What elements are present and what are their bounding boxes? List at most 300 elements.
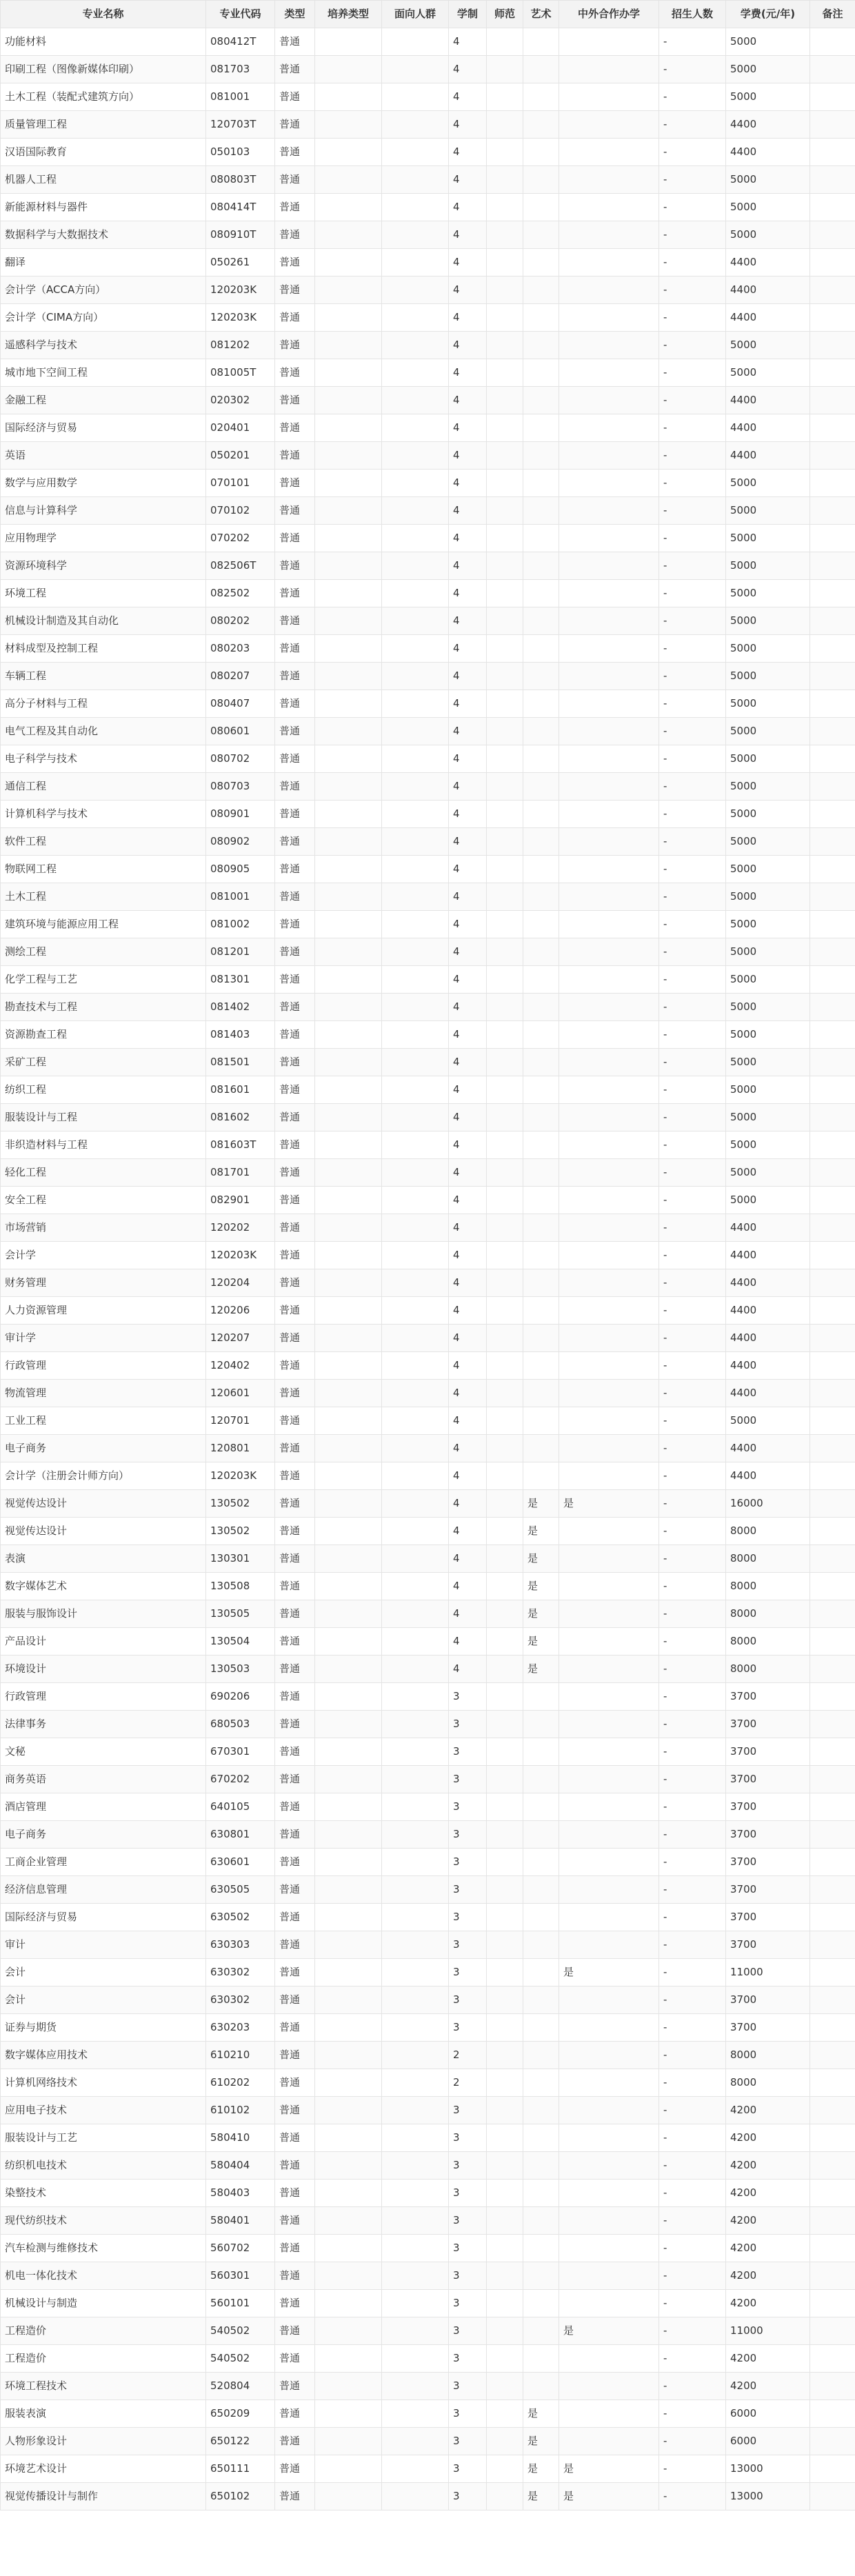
type-cell: 普通 xyxy=(275,1656,315,1683)
enrollment-cell: - xyxy=(659,690,726,718)
enrollment-cell: - xyxy=(659,580,726,607)
normal-flag-cell xyxy=(487,1711,523,1738)
sino-foreign-flag-cell xyxy=(559,1876,659,1904)
sino-foreign-flag-cell xyxy=(559,111,659,139)
major-name-cell: 数学与应用数学 xyxy=(1,470,206,497)
remark-cell xyxy=(810,2014,855,2042)
major-name-cell: 机械设计制造及其自动化 xyxy=(1,607,206,635)
remark-cell xyxy=(810,607,855,635)
type-cell: 普通 xyxy=(275,276,315,304)
major-name-cell: 车辆工程 xyxy=(1,663,206,690)
remark-cell xyxy=(810,828,855,856)
major-name-cell: 工业工程 xyxy=(1,1407,206,1435)
normal-flag-cell xyxy=(487,718,523,745)
table-row xyxy=(1,2124,855,2152)
enrollment-cell: - xyxy=(659,414,726,442)
training-type-cell xyxy=(315,1876,382,1904)
major-name-cell: 软件工程 xyxy=(1,828,206,856)
art-flag-cell xyxy=(523,1049,559,1076)
major-name-cell: 会计学 xyxy=(1,1242,206,1269)
table-row xyxy=(1,1490,855,1518)
table-row xyxy=(1,580,855,607)
major-name-cell: 国际经济与贸易 xyxy=(1,1904,206,1931)
normal-flag-cell xyxy=(487,139,523,166)
type-cell: 普通 xyxy=(275,1986,315,2014)
art-flag-cell xyxy=(523,1986,559,2014)
tuition-cell: 8000 xyxy=(726,1600,810,1628)
header-type: 类型 xyxy=(275,1,315,28)
normal-flag-cell xyxy=(487,607,523,635)
art-flag-cell xyxy=(523,359,559,387)
major-name-cell: 应用物理学 xyxy=(1,525,206,552)
duration-cell: 4 xyxy=(449,56,487,83)
enrollment-cell: - xyxy=(659,1490,726,1518)
enrollment-cell: - xyxy=(659,1049,726,1076)
major-name-cell: 安全工程 xyxy=(1,1187,206,1214)
major-code-cell: 670301 xyxy=(206,1738,275,1766)
type-cell: 普通 xyxy=(275,994,315,1021)
duration-cell: 4 xyxy=(449,470,487,497)
type-cell: 普通 xyxy=(275,883,315,911)
major-name-cell: 测绘工程 xyxy=(1,938,206,966)
remark-cell xyxy=(810,1462,855,1490)
major-code-cell: 080203 xyxy=(206,635,275,663)
type-cell: 普通 xyxy=(275,497,315,525)
major-name-cell: 机电一体化技术 xyxy=(1,2262,206,2290)
tuition-cell: 5000 xyxy=(726,801,810,828)
duration-cell: 4 xyxy=(449,718,487,745)
enrollment-cell: - xyxy=(659,2262,726,2290)
duration-cell: 3 xyxy=(449,1793,487,1821)
type-cell: 普通 xyxy=(275,663,315,690)
enrollment-cell: - xyxy=(659,745,726,773)
duration-cell: 4 xyxy=(449,966,487,994)
target-group-cell xyxy=(382,1600,449,1628)
header-sino-foreign: 中外合作办学 xyxy=(559,1,659,28)
training-type-cell xyxy=(315,745,382,773)
major-code-cell: 082901 xyxy=(206,1187,275,1214)
remark-cell xyxy=(810,773,855,801)
major-name-cell: 质量管理工程 xyxy=(1,111,206,139)
type-cell: 普通 xyxy=(275,607,315,635)
target-group-cell xyxy=(382,745,449,773)
training-type-cell xyxy=(315,1931,382,1959)
target-group-cell xyxy=(382,828,449,856)
duration-cell: 4 xyxy=(449,1435,487,1462)
art-flag-cell xyxy=(523,1931,559,1959)
table-row xyxy=(1,414,855,442)
remark-cell xyxy=(810,1187,855,1214)
remark-cell xyxy=(810,1352,855,1380)
enrollment-cell: - xyxy=(659,635,726,663)
training-type-cell xyxy=(315,1104,382,1131)
normal-flag-cell xyxy=(487,1242,523,1269)
major-name-cell: 物流管理 xyxy=(1,1380,206,1407)
remark-cell xyxy=(810,2400,855,2428)
duration-cell: 4 xyxy=(449,276,487,304)
sino-foreign-flag-cell xyxy=(559,663,659,690)
remark-cell xyxy=(810,2290,855,2317)
target-group-cell xyxy=(382,2124,449,2152)
art-flag-cell xyxy=(523,2317,559,2345)
major-name-cell: 审计 xyxy=(1,1931,206,1959)
training-type-cell xyxy=(315,2180,382,2207)
type-cell: 普通 xyxy=(275,2069,315,2097)
training-type-cell xyxy=(315,1462,382,1490)
tuition-cell: 5000 xyxy=(726,911,810,938)
tuition-cell: 8000 xyxy=(726,1545,810,1573)
remark-cell xyxy=(810,1159,855,1187)
header-remark: 备注 xyxy=(810,1,855,28)
type-cell: 普通 xyxy=(275,249,315,276)
type-cell: 普通 xyxy=(275,1683,315,1711)
training-type-cell xyxy=(315,1187,382,1214)
enrollment-cell: - xyxy=(659,2042,726,2069)
art-flag-cell: 是 xyxy=(523,1600,559,1628)
art-flag-cell xyxy=(523,1711,559,1738)
major-code-cell: 120202 xyxy=(206,1214,275,1242)
tuition-cell: 3700 xyxy=(726,1793,810,1821)
major-code-cell: 610102 xyxy=(206,2097,275,2124)
duration-cell: 4 xyxy=(449,745,487,773)
enrollment-cell: - xyxy=(659,221,726,249)
training-type-cell xyxy=(315,2290,382,2317)
table-row xyxy=(1,2097,855,2124)
table-row xyxy=(1,56,855,83)
tuition-cell: 3700 xyxy=(726,1876,810,1904)
table-row xyxy=(1,2345,855,2373)
tuition-cell: 5000 xyxy=(726,1076,810,1104)
duration-cell: 4 xyxy=(449,387,487,414)
header-major-code: 专业代码 xyxy=(206,1,275,28)
duration-cell: 3 xyxy=(449,2207,487,2235)
type-cell: 普通 xyxy=(275,2097,315,2124)
remark-cell xyxy=(810,938,855,966)
table-row xyxy=(1,828,855,856)
target-group-cell xyxy=(382,938,449,966)
art-flag-cell xyxy=(523,470,559,497)
major-name-cell: 环境设计 xyxy=(1,1656,206,1683)
normal-flag-cell xyxy=(487,2180,523,2207)
major-code-cell: 120207 xyxy=(206,1325,275,1352)
enrollment-cell: - xyxy=(659,1959,726,1986)
normal-flag-cell xyxy=(487,1849,523,1876)
target-group-cell xyxy=(382,525,449,552)
target-group-cell xyxy=(382,1325,449,1352)
table-row xyxy=(1,911,855,938)
table-row xyxy=(1,635,855,663)
table-row xyxy=(1,2069,855,2097)
training-type-cell xyxy=(315,828,382,856)
major-name-cell: 高分子材料与工程 xyxy=(1,690,206,718)
table-row xyxy=(1,1656,855,1683)
enrollment-cell: - xyxy=(659,2428,726,2455)
major-code-cell: 560702 xyxy=(206,2235,275,2262)
sino-foreign-flag-cell: 是 xyxy=(559,1490,659,1518)
training-type-cell xyxy=(315,139,382,166)
table-row xyxy=(1,28,855,56)
duration-cell: 4 xyxy=(449,1269,487,1297)
target-group-cell xyxy=(382,2042,449,2069)
duration-cell: 4 xyxy=(449,580,487,607)
table-row xyxy=(1,304,855,332)
major-code-cell: 081703 xyxy=(206,56,275,83)
sino-foreign-flag-cell xyxy=(559,1683,659,1711)
art-flag-cell xyxy=(523,442,559,470)
training-type-cell xyxy=(315,304,382,332)
normal-flag-cell xyxy=(487,663,523,690)
target-group-cell xyxy=(382,1683,449,1711)
enrollment-cell: - xyxy=(659,1462,726,1490)
art-flag-cell: 是 xyxy=(523,2455,559,2483)
target-group-cell xyxy=(382,1187,449,1214)
table-row xyxy=(1,2455,855,2483)
normal-flag-cell xyxy=(487,2373,523,2400)
tuition-cell: 5000 xyxy=(726,690,810,718)
tuition-cell: 5000 xyxy=(726,332,810,359)
normal-flag-cell xyxy=(487,83,523,111)
sino-foreign-flag-cell xyxy=(559,387,659,414)
enrollment-cell: - xyxy=(659,442,726,470)
normal-flag-cell xyxy=(487,966,523,994)
remark-cell xyxy=(810,332,855,359)
normal-flag-cell xyxy=(487,1821,523,1849)
major-code-cell: 650209 xyxy=(206,2400,275,2428)
training-type-cell xyxy=(315,1407,382,1435)
art-flag-cell xyxy=(523,1462,559,1490)
art-flag-cell xyxy=(523,1297,559,1325)
target-group-cell xyxy=(382,607,449,635)
type-cell: 普通 xyxy=(275,1076,315,1104)
training-type-cell xyxy=(315,2317,382,2345)
remark-cell xyxy=(810,1104,855,1131)
sino-foreign-flag-cell xyxy=(559,883,659,911)
training-type-cell xyxy=(315,83,382,111)
target-group-cell xyxy=(382,1766,449,1793)
art-flag-cell xyxy=(523,801,559,828)
major-code-cell: 120203K xyxy=(206,276,275,304)
type-cell: 普通 xyxy=(275,1435,315,1462)
training-type-cell xyxy=(315,966,382,994)
duration-cell: 4 xyxy=(449,1380,487,1407)
normal-flag-cell xyxy=(487,1021,523,1049)
remark-cell xyxy=(810,856,855,883)
major-code-cell: 120601 xyxy=(206,1380,275,1407)
target-group-cell xyxy=(382,2290,449,2317)
major-name-cell: 工程造价 xyxy=(1,2345,206,2373)
normal-flag-cell xyxy=(487,1325,523,1352)
table-row xyxy=(1,194,855,221)
type-cell: 普通 xyxy=(275,2207,315,2235)
type-cell: 普通 xyxy=(275,1793,315,1821)
major-code-cell: 130503 xyxy=(206,1656,275,1683)
normal-flag-cell xyxy=(487,414,523,442)
training-type-cell xyxy=(315,580,382,607)
target-group-cell xyxy=(382,1986,449,2014)
art-flag-cell xyxy=(523,994,559,1021)
table-row xyxy=(1,249,855,276)
target-group-cell xyxy=(382,2180,449,2207)
sino-foreign-flag-cell xyxy=(559,359,659,387)
major-code-cell: 630505 xyxy=(206,1876,275,1904)
sino-foreign-flag-cell xyxy=(559,2235,659,2262)
art-flag-cell xyxy=(523,2235,559,2262)
target-group-cell xyxy=(382,1876,449,1904)
art-flag-cell xyxy=(523,2345,559,2373)
target-group-cell xyxy=(382,1490,449,1518)
art-flag-cell xyxy=(523,1876,559,1904)
tuition-cell: 5000 xyxy=(726,938,810,966)
enrollment-cell: - xyxy=(659,497,726,525)
sino-foreign-flag-cell: 是 xyxy=(559,2455,659,2483)
target-group-cell xyxy=(382,470,449,497)
tuition-cell: 4400 xyxy=(726,1462,810,1490)
major-code-cell: 080207 xyxy=(206,663,275,690)
table-row xyxy=(1,1214,855,1242)
target-group-cell xyxy=(382,2235,449,2262)
tuition-cell: 5000 xyxy=(726,56,810,83)
art-flag-cell xyxy=(523,1793,559,1821)
training-type-cell xyxy=(315,1049,382,1076)
normal-flag-cell xyxy=(487,359,523,387)
normal-flag-cell xyxy=(487,1573,523,1600)
remark-cell xyxy=(810,1214,855,1242)
major-code-cell: 120204 xyxy=(206,1269,275,1297)
type-cell: 普通 xyxy=(275,1931,315,1959)
target-group-cell xyxy=(382,442,449,470)
duration-cell: 3 xyxy=(449,1904,487,1931)
duration-cell: 4 xyxy=(449,1131,487,1159)
enrollment-cell: - xyxy=(659,718,726,745)
sino-foreign-flag-cell xyxy=(559,304,659,332)
enrollment-cell: - xyxy=(659,1325,726,1352)
training-type-cell xyxy=(315,2152,382,2180)
type-cell: 普通 xyxy=(275,773,315,801)
table-row xyxy=(1,1187,855,1214)
major-code-cell: 081602 xyxy=(206,1104,275,1131)
art-flag-cell xyxy=(523,1104,559,1131)
target-group-cell xyxy=(382,304,449,332)
major-code-cell: 070101 xyxy=(206,470,275,497)
training-type-cell xyxy=(315,1683,382,1711)
art-flag-cell: 是 xyxy=(523,1490,559,1518)
table-row xyxy=(1,1959,855,1986)
table-row xyxy=(1,883,855,911)
remark-cell xyxy=(810,718,855,745)
sino-foreign-flag-cell xyxy=(559,801,659,828)
major-code-cell: 610202 xyxy=(206,2069,275,2097)
duration-cell: 4 xyxy=(449,83,487,111)
sino-foreign-flag-cell xyxy=(559,166,659,194)
target-group-cell xyxy=(382,1131,449,1159)
enrollment-cell: - xyxy=(659,1021,726,1049)
type-cell: 普通 xyxy=(275,2455,315,2483)
table-row xyxy=(1,2483,855,2510)
major-code-cell: 080905 xyxy=(206,856,275,883)
normal-flag-cell xyxy=(487,1352,523,1380)
target-group-cell xyxy=(382,276,449,304)
duration-cell: 4 xyxy=(449,1600,487,1628)
enrollment-cell: - xyxy=(659,1738,726,1766)
remark-cell xyxy=(810,1076,855,1104)
sino-foreign-flag-cell xyxy=(559,1518,659,1545)
normal-flag-cell xyxy=(487,911,523,938)
training-type-cell xyxy=(315,2097,382,2124)
major-code-cell: 120703T xyxy=(206,111,275,139)
target-group-cell xyxy=(382,249,449,276)
tuition-cell: 5000 xyxy=(726,359,810,387)
art-flag-cell xyxy=(523,1435,559,1462)
duration-cell: 3 xyxy=(449,2180,487,2207)
type-cell: 普通 xyxy=(275,1876,315,1904)
type-cell: 普通 xyxy=(275,1711,315,1738)
normal-flag-cell xyxy=(487,828,523,856)
enrollment-cell: - xyxy=(659,470,726,497)
major-code-cell: 080412T xyxy=(206,28,275,56)
art-flag-cell xyxy=(523,111,559,139)
table-row xyxy=(1,2290,855,2317)
major-name-cell: 环境工程 xyxy=(1,580,206,607)
table-row xyxy=(1,718,855,745)
type-cell: 普通 xyxy=(275,1738,315,1766)
remark-cell xyxy=(810,249,855,276)
remark-cell xyxy=(810,2152,855,2180)
table-row xyxy=(1,1518,855,1545)
tuition-cell: 4400 xyxy=(726,1297,810,1325)
target-group-cell xyxy=(382,1159,449,1187)
tuition-cell: 5000 xyxy=(726,635,810,663)
target-group-cell xyxy=(382,1711,449,1738)
sino-foreign-flag-cell xyxy=(559,2014,659,2042)
type-cell: 普通 xyxy=(275,414,315,442)
enrollment-cell: - xyxy=(659,801,726,828)
training-type-cell xyxy=(315,2069,382,2097)
target-group-cell xyxy=(382,1656,449,1683)
sino-foreign-flag-cell xyxy=(559,1656,659,1683)
duration-cell: 4 xyxy=(449,1049,487,1076)
training-type-cell xyxy=(315,111,382,139)
training-type-cell xyxy=(315,1849,382,1876)
tuition-cell: 4400 xyxy=(726,1242,810,1269)
target-group-cell xyxy=(382,2483,449,2510)
sino-foreign-flag-cell xyxy=(559,332,659,359)
tuition-cell: 5000 xyxy=(726,1187,810,1214)
tuition-cell: 4200 xyxy=(726,2124,810,2152)
remark-cell xyxy=(810,1131,855,1159)
sino-foreign-flag-cell xyxy=(559,1628,659,1656)
enrollment-cell: - xyxy=(659,56,726,83)
major-code-cell: 081002 xyxy=(206,911,275,938)
training-type-cell xyxy=(315,1628,382,1656)
normal-flag-cell xyxy=(487,1407,523,1435)
table-row xyxy=(1,1849,855,1876)
tuition-cell: 8000 xyxy=(726,1656,810,1683)
sino-foreign-flag-cell xyxy=(559,2428,659,2455)
target-group-cell xyxy=(382,1959,449,1986)
type-cell: 普通 xyxy=(275,1297,315,1325)
art-flag-cell xyxy=(523,1683,559,1711)
training-type-cell xyxy=(315,1656,382,1683)
sino-foreign-flag-cell xyxy=(559,2207,659,2235)
normal-flag-cell xyxy=(487,1104,523,1131)
training-type-cell xyxy=(315,1738,382,1766)
normal-flag-cell xyxy=(487,883,523,911)
major-name-cell: 数据科学与大数据技术 xyxy=(1,221,206,249)
duration-cell: 4 xyxy=(449,1159,487,1187)
type-cell: 普通 xyxy=(275,1269,315,1297)
table-row xyxy=(1,1904,855,1931)
duration-cell: 3 xyxy=(449,1876,487,1904)
